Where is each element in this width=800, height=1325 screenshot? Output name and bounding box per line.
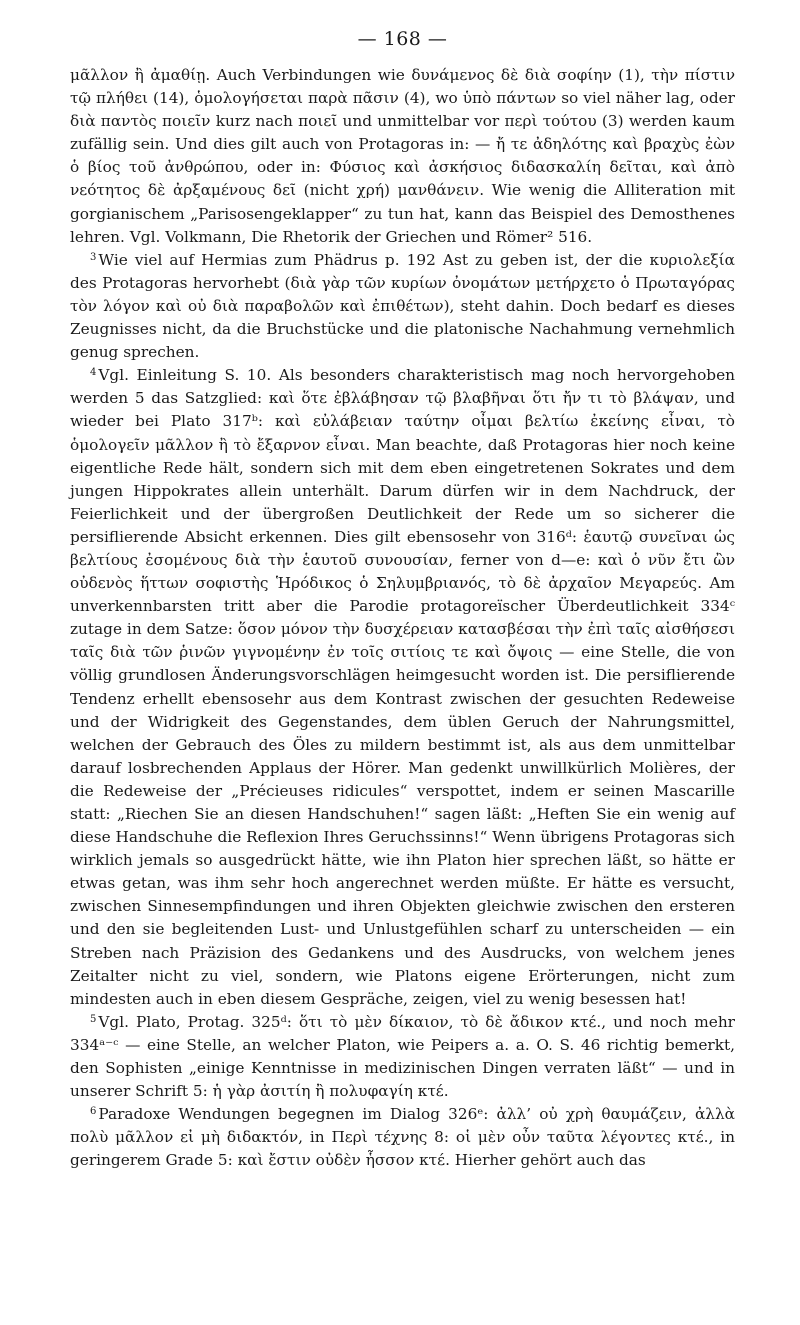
footnote-text-block xyxy=(70,64,735,1173)
paragraph-text: Paradoxe Wendungen begegnen im Dialog 326ᵉ: ἀλλ’ οὐ χρὴ θαυμάζειν, ἀλλὰ πολὺ μᾶλλον εἰ μὴ διδακτόν, in Περὶ τέχνης 8: οἱ μὲν οὖν ταῦτα λέγοντες κτέ., in geringerem Grade 5: καὶ ἔστιν οὐδὲν ἧσσον κτέ. Hierher gehört auch das xyxy=(70,1105,735,1170)
footnote-number: 4 xyxy=(90,367,97,379)
footnote-4 xyxy=(70,364,735,1011)
page-number: — 168 — xyxy=(357,28,448,50)
paragraph-text: Vgl. Plato, Protag. 325ᵈ: ὅτι τὸ μὲν δίκαιον, τὸ δὲ ἄδικον κτέ., und noch mehr 334ᵃ⁻ᶜ — eine Stelle, an welcher Platon, wie Peipers a. a. O. S. 46 richtig bemerkt, den Sophisten „einige Kenntnisse in medizinischen Dingen verraten läßt“ — und in unserer Schrift 5: ἡ γὰρ ἀσιτίη ἢ πολυφαγίη κτέ. xyxy=(70,1012,735,1101)
paragraph-text: μᾶλλον ἢ ἀμαθίῃ. Auch Verbindungen wie δυνάμενος δὲ διὰ σοφίην (1), τὴν πίστιν τῷ πλήθει (14), ὁμολογήσεται παρὰ πᾶσιν (4), wo ὑπὸ πάντων so viel näher lag, oder διὰ παντὸς ποιεῖν kurz nach ποιεῖ und unmittelbar vor περὶ τούτου (3) werden kaum zufällig sein. Und dies gilt auch von Protagoras in: — ἤ τε ἀδηλότης καὶ βραχὺς ἐὼν ὁ βίος τοῦ ἀνθρώπου, oder in: Φύσιος καὶ ἀσκήσιος διδασκαλίη δεῖται, καὶ ἀπὸ νεότητος δὲ ἀρξαμένους δεῖ (nicht χρή) μανθάνειν. Wie wenig die Alliteration mit gorgianischem „Parisosengeklapper“ zu tun hat, kann das Beispiel des Demosthenes lehren. Vgl. Volkmann, Die Rhetorik der Griechen und Römer² 516. xyxy=(70,66,735,246)
footnote-number: 6 xyxy=(90,1106,97,1118)
book-page xyxy=(70,28,735,1173)
footnote-5 xyxy=(70,1011,735,1103)
paragraph-text: Vgl. Einleitung S. 10. Als besonders charakteristisch mag noch hervorgehoben werden 5 das Satzglied: καὶ ὅτε ἐβλάβησαν τῷ βλαβῆναι ὅτι ἤν τι τὸ βλάψαν, und wieder bei Plato 317ᵇ: καὶ εὐλάβειαν ταύτην οἶμαι βελτίω ἐκείνης εἶναι, τὸ ὁμολογεῖν μᾶλλον ἢ τὸ ἔξαρνον εἶναι. Man beachte, daß Protagoras hier noch keine eigentliche Rede hält, sondern sich mit dem eben eingetretenen Sokrates und dem jungen Hippokrates allein unterhält. Darum dürfen wir in dem Nachdruck, der Feierlichkeit und der übergroßen Deutlichkeit der Rede um so sicherer die persiflierende Absicht erkennen. Dies gilt ebensosehr von 316ᵈ: ἑαυτῷ συνεῖναι ὡς βελτίους ἐσομένους διὰ τὴν ἑαυτοῦ συνουσίαν, ferner von d—e: καὶ ὁ νῦν ἔτι ὢν οὐδενὸς ἥττων σοφιστὴς Ἡρόδικος ὁ Σηλυμβριανός, τὸ δὲ ἀρχαῖον Μεγαρεύς. Am unverkennbarsten tritt aber die Parodie protagoreïscher Überdeutlichkeit 334ᶜ zutage in dem Satze: ὅσον μόνον τὴν δυσχέρειαν κατασβέσαι τὴν ἐπὶ ταῖς αἰσθήσεσι ταῖς διὰ τῶν ῥινῶν γιγνομένην ἐν τοῖς σιτίοις τε καὶ ὄψοις — eine Stelle, die von völlig grundlosen Änderungsvorschlägen heimgesucht worden ist. Die persiflierende Tendenz erhellt ebensosehr aus dem Kontrast zwischen der gesuchten Redeweise und der Widrigkeit des Gegenstandes, dem üblen Geruch der Nahrungsmittel, welchen der Gebrauch des Öles zu mildern bestimmt ist, als aus dem unmittelbar darauf losbrechenden Applaus der Hörer. Man gedenkt unwillkürlich Molières, der die Redeweise der „Précieuses ridicules“ verspottet, indem er seinen Mascarille statt: „Riechen Sie an diesen Handschuhen!“ sagen läßt: „Heften Sie ein wenig auf diese Handschuhe die Reflexion Ihres Geruchssinns!“ Wenn übrigens Protagoras sich wirklich jemals so ausgedrückt hätte, wie ihn Platon hier sprechen läßt, so hätte er etwas getan, was ihm sehr hoch angerechnet werden müßte. Er hätte es versucht, zwischen Sinnesempfindungen und ihren Objekten gleichwie zwischen den ersteren und den sie begleitenden Lust- und Unlustgefühlen scharf zu unterscheiden — ein Streben nach Präzision des Gedankens und des Ausdrucks, von welchem jenes Zeitalter nicht zu viel, sondern, wie Platons eigene Erörterungen, nicht zum mindesten auch in eben diesem Gespräche, zeigen, viel zu wenig besessen hat! xyxy=(70,366,735,1008)
footnote-continuation xyxy=(70,64,735,249)
footnote-6 xyxy=(70,1103,735,1172)
footnote-number: 3 xyxy=(90,251,97,263)
paragraph-text: Wie viel auf Hermias zum Phädrus p. 192 Ast zu geben ist, der die κυριολεξία des Protagoras hervorhebt (διὰ γὰρ τῶν κυρίων ὀνομάτων μετήρχετο ὁ Πρωταγόρας τὸν λόγον καὶ οὐ διὰ παραβολῶν καὶ ἐπιθέτων), steht dahin. Doch bedarf es dieses Zeugnisses nicht, da die Bruchstücke und die platonische Nachahmung vernehmlich genug sprechen. xyxy=(70,250,735,362)
footnote-3 xyxy=(70,249,735,364)
footnote-number: 5 xyxy=(90,1013,97,1025)
